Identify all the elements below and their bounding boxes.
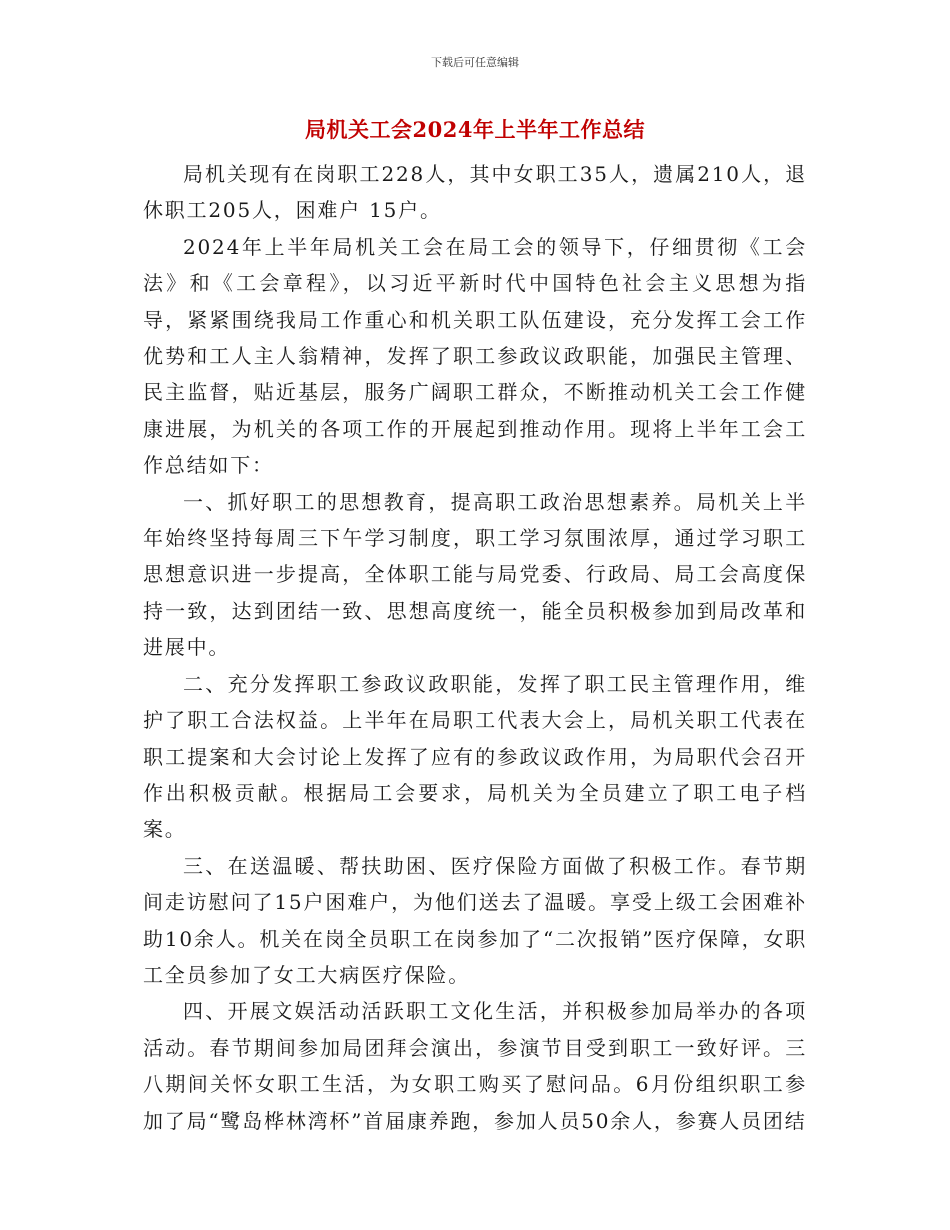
header-note: 下载后可任意编辑	[431, 56, 519, 69]
document-body	[143, 156, 807, 1139]
document-title: 局机关工会2024年上半年工作总结	[305, 117, 645, 142]
paragraph-section-two: 二、充分发挥职工参政议政职能，发挥了职工民主管理作用，维护了职工合法权益。上半年在局职工代表大会上，局机关职工代表在职工提案和大会讨论上发挥了应有的参政议政作用，为局职代会召开作出积极贡献。根据局工会要求，局机关为全员建立了职工电子档案。	[143, 671, 807, 842]
paragraph-staff-overview: 局机关现有在岗职工228人，其中女职工35人，遗属210人，退休职工205人，困难户 15户。	[143, 162, 807, 223]
paragraph-section-one: 一、抓好职工的思想教育，提高职工政治思想素养。局机关上半年始终坚持每周三下午学习制度，职工学习氛围浓厚，通过学习职工思想意识进一步提高，全体职工能与局党委、行政局、局工会高度保持一致，达到团结一致、思想高度统一，能全员积极参加到局改革和进展中。	[143, 489, 807, 660]
paragraph-section-three: 三、在送温暖、帮扶助困、医疗保险方面做了积极工作。春节期间走访慰问了15户困难户，为他们送去了温暖。享受上级工会困难补助10余人。机关在岗全员职工在岗参加了“二次报销”医疗保障，女职工全员参加了女工大病医疗保险。	[143, 853, 807, 987]
paragraph-introduction: 2024年上半年局机关工会在局工会的领导下，仔细贯彻《工会法》和《工会章程》，以习近平新时代中国特色社会主义思想为指导，紧紧围绕我局工作重心和机关职工队伍建设，充分发挥工会工作优势和工人主人翁精神，发挥了职工参政议政职能，加强民主管理、民主监督，贴近基层，服务广阔职工群众，不断推动机关工会工作健康进展，为机关的各项工作的开展起到推动作用。现将上半年工会工作总结如下：	[143, 234, 807, 478]
paragraph-section-four: 四、开展文娱活动活跃职工文化生活，并积极参加局举办的各项活动。春节期间参加局团拜会演出，参演节目受到职工一致好评。三八期间关怀女职工生活，为女职工购买了慰问品。6月份组织职工参加了局“鹭岛桦林湾杯”首届康养跑，参加人员50余人，参赛人员团结	[143, 999, 807, 1133]
